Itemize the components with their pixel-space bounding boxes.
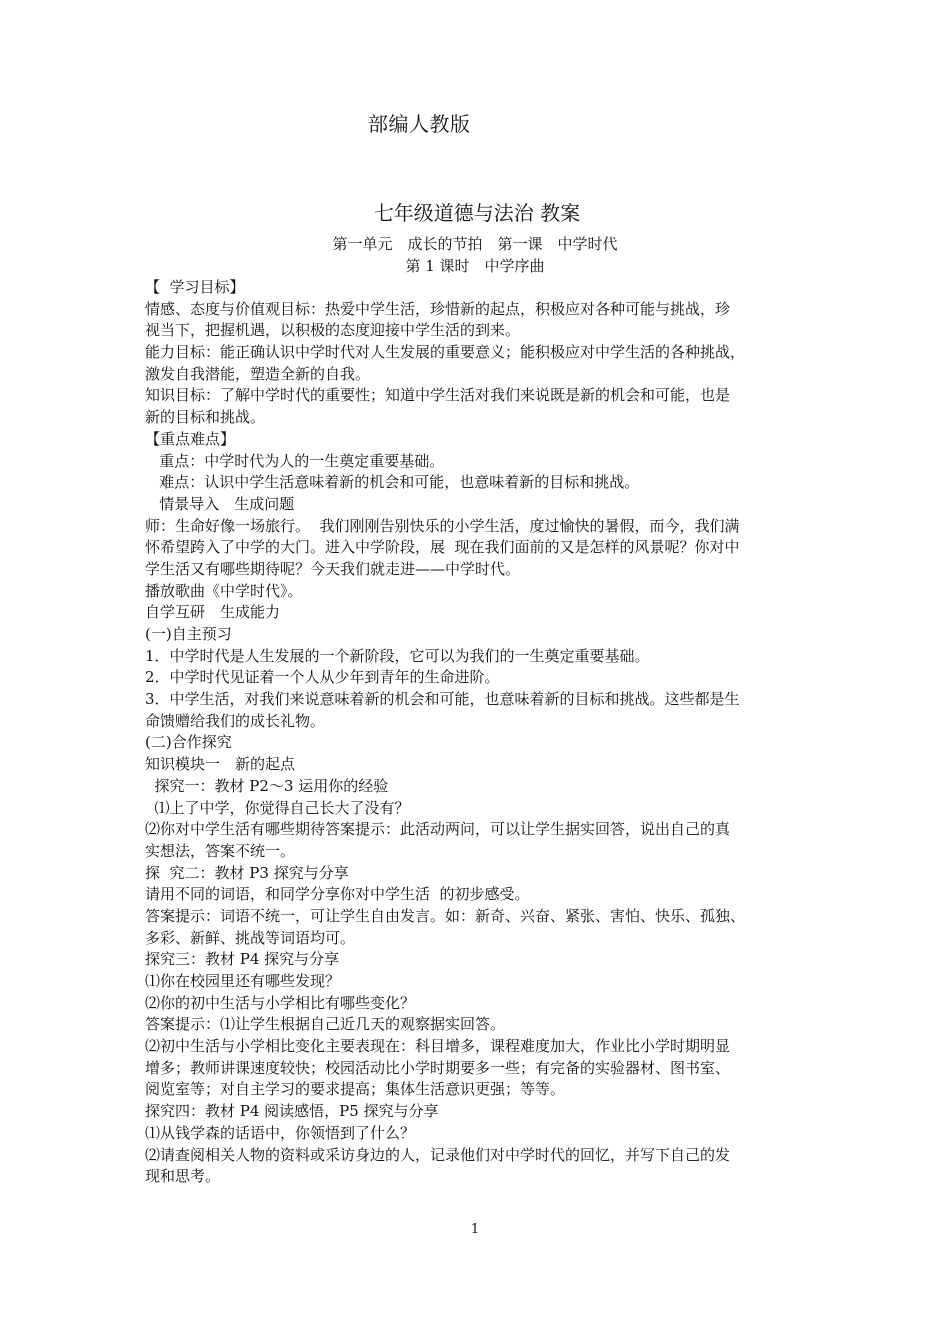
body-line: 情景导入 生成问题 bbox=[145, 494, 295, 513]
body-line: 命馈赠给我们的成长礼物。 bbox=[145, 711, 326, 730]
body-line: 探究三：教材 P4 探究与分享 bbox=[145, 950, 340, 969]
body-line: ⑴从钱学森的话语中，你领悟到了什么？ bbox=[145, 1123, 416, 1142]
body-line: 能力目标：能正确认识中学时代对人生发展的重要意义；能积极应对中学生活的各种挑战， bbox=[145, 343, 746, 362]
publisher-label: 部编人教版 bbox=[368, 112, 471, 136]
lesson-plan-body bbox=[145, 277, 817, 1188]
body-line: 激发自我潜能，塑造全新的自我。 bbox=[145, 364, 371, 383]
body-line: 请用不同的词语，和同学分享你对中学生活 的初步感受。 bbox=[145, 885, 530, 904]
body-line: 答案提示：⑴让学生根据自己近几天的观察据实回答。 bbox=[145, 1015, 506, 1034]
body-line: ⑵请查阅相关人物的资料或采访身边的人，记录他们对中学时代的回忆，并写下自己的发 bbox=[145, 1145, 731, 1164]
body-line: 1．中学时代是人生发展的一个新阶段，它可以为我们的一生奠定重要基础。 bbox=[145, 646, 650, 665]
body-line: 多彩、新鲜、挑战等词语均可。 bbox=[145, 928, 356, 947]
body-line: 重点：中学时代为人的一生奠定重要基础。 bbox=[145, 451, 445, 470]
body-line: 视当下，把握机遇，以积极的态度迎接中学生活的到来。 bbox=[145, 321, 521, 340]
body-line: 探 究二：教材 P3 探究与分享 bbox=[145, 863, 349, 882]
body-line: ⑵初中生活与小学相比变化主要表现在：科目增多，课程难度加大，作业比小学时期明显 bbox=[145, 1037, 731, 1056]
body-line: (二)合作探究 bbox=[145, 733, 232, 752]
body-line: 实想法，答案不统一。 bbox=[145, 841, 296, 860]
body-line: 难点：认识中学生活意味着新的机会和可能，也意味着新的目标和挑战。 bbox=[145, 473, 640, 492]
body-line: 阅览室等；对自主学习的要求提高；集体生活意识更强；等等。 bbox=[145, 1080, 566, 1099]
body-line: 情感、态度与价值观目标：热爱中学生活，珍惜新的起点，积极应对各种可能与挑战，珍 bbox=[145, 299, 731, 318]
body-line: 【 学习目标】 bbox=[145, 278, 245, 296]
unit-lesson-subtitle: 第一单元 成长的节拍 第一课 中学时代 bbox=[332, 235, 618, 253]
body-line: 怀希望跨入了中学的大门。进入中学阶段，展 现在我们面前的又是怎样的风景呢？你对中 bbox=[145, 538, 740, 557]
body-line: 2．中学时代见证着一个人从少年到青年的生命进阶。 bbox=[145, 668, 500, 687]
body-line: (一)自主预习 bbox=[145, 625, 232, 643]
document-title: 七年级道德与法治 教案 bbox=[373, 201, 581, 225]
body-line: 新的目标和挑战。 bbox=[145, 408, 266, 427]
body-line: ⑵你对中学生活有哪些期待答案提示：此活动两问，可以让学生据实回答，说出自己的真 bbox=[145, 820, 731, 839]
body-line: 【重点难点】 bbox=[145, 429, 236, 448]
body-line: 3．中学生活，对我们来说意味着新的机会和可能，也意味着新的目标和挑战。这些都是生 bbox=[145, 690, 740, 709]
body-line: 探究四：教材 P4 阅读感悟，P5 探究与分享 bbox=[145, 1102, 439, 1121]
body-line: 现和思考。 bbox=[145, 1167, 221, 1186]
body-line: 答案提示：词语不统一，可让学生自由发言。如：新奇、兴奋、紧张、害怕、快乐、孤独、 bbox=[145, 906, 746, 925]
page-number: 1 bbox=[470, 1222, 480, 1237]
body-line: 自学互研 生成能力 bbox=[145, 603, 281, 622]
body-line: 学生活又有哪些期待呢？今天我们就走进——中学时代。 bbox=[145, 559, 521, 578]
body-line: 增多；教师讲课速度较快；校园活动比小学时期要多一些；有完备的实验器材、图书室、 bbox=[145, 1058, 731, 1077]
lesson-period-subtitle: 第 1 课时 中学序曲 bbox=[405, 257, 545, 275]
body-line: 师：生命好像一场旅行。 我们刚刚告别快乐的小学生活，度过愉快的暑假，而今，我们满 bbox=[145, 516, 740, 535]
body-line: ⑴你在校园里还有哪些发现？ bbox=[145, 972, 341, 990]
body-line: 知识目标：了解中学时代的重要性；知道中学生活对我们来说既是新的机会和可能，也是 bbox=[145, 386, 731, 405]
body-line: 知识模块一 新的起点 bbox=[145, 755, 296, 774]
body-line: ⑵你的初中生活与小学相比有哪些变化？ bbox=[145, 993, 416, 1012]
body-line: 探究一：教材 P2～3 运用你的经验 bbox=[145, 776, 389, 795]
body-line: 播放歌曲《中学时代》。 bbox=[145, 581, 303, 600]
body-line: ⑴上了中学，你觉得自己长大了没有？ bbox=[145, 798, 410, 817]
